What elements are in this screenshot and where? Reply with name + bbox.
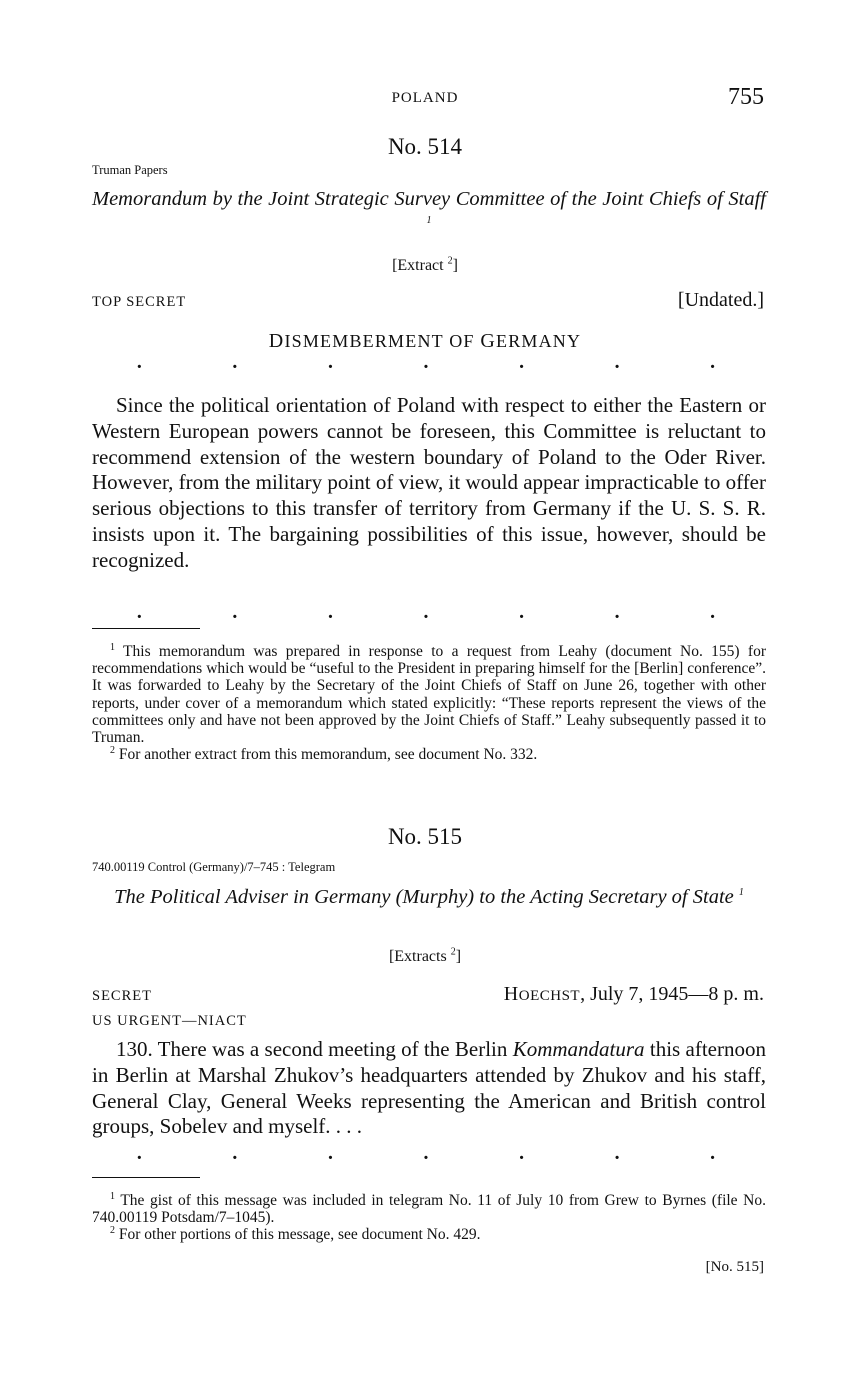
body-paragraph-514: Since the political orientation of Poland with respect to either the Eastern or Western European powers cannot be foreseen, this Committee is reluctant to recommend extension of the western boundary of Poland to the Oder River. However, from the military point of view, it would appear impracticable to offer serious objections to this transfer of territory from Germany if the U. S. S. R. insists upon it. The bargaining possibilities of this issue, however, should be recognized. bbox=[92, 393, 766, 572]
body-suffix: this afternoon in Berlin at Marshal Zhukov’s headquarters attended by Zhukov and his staff, General Clay, General Weeks representing the American and British control groups, Sobelev and myself. . . . bbox=[92, 1037, 766, 1139]
footnotes-515 bbox=[92, 1192, 766, 1244]
ellipsis-row: · · · · · · · bbox=[136, 606, 716, 628]
footnote-rule bbox=[92, 628, 200, 629]
source-note-515: 740.00119 Control (Germany)/7–745 : Telegram bbox=[92, 860, 336, 874]
priority-515: US URGENT—NIACT bbox=[92, 1013, 247, 1029]
extract-close: ] bbox=[455, 948, 462, 965]
footnote-mark: 1 bbox=[110, 641, 115, 653]
footnote-2 bbox=[92, 1226, 766, 1243]
footnote-1 bbox=[92, 1192, 766, 1226]
extract-text: [Extract bbox=[392, 257, 444, 274]
ellipsis-row: · · · · · · · bbox=[136, 356, 716, 378]
footnote-text: The gist of this message was included in telegram No. 11 of July 10 from Grew to Byrnes (file No. 740.00119 Potsdam/7–1045). bbox=[92, 1192, 766, 1227]
extract-label-514 bbox=[0, 257, 850, 275]
date-514: [Undated.] bbox=[677, 289, 764, 311]
subject-heading bbox=[0, 330, 850, 353]
classification-515: SECRET bbox=[92, 988, 152, 1004]
classification-514: TOP SECRET bbox=[92, 294, 187, 310]
place-date-515 bbox=[504, 983, 764, 1006]
subject-rest-2: ERMANY bbox=[496, 331, 582, 351]
footnotes-514 bbox=[92, 643, 766, 763]
footnote-ref-1: 1 bbox=[426, 215, 432, 227]
source-note-514: Truman Papers bbox=[92, 163, 168, 177]
document-end-reference: [No. 515] bbox=[705, 1259, 764, 1275]
extract-text: [Extracts bbox=[388, 948, 447, 965]
subject-cap-2: G bbox=[480, 330, 496, 352]
body-italic: Kommandatura bbox=[512, 1037, 645, 1061]
title-text: The Political Adviser in Germany (Murphy) to the Acting Secretary of State bbox=[114, 886, 734, 908]
footnote-text: This memorandum was prepared in response to a request from Leahy (document No. 155) for recommendations which would be “useful to the President in preparing himself for the [Berlin] conference”. It was forwarded to Leahy by the Secretary of the Joint Chiefs of Staff on June 26, together with other reports, under cover of a memorandum which stated explicitly: “These reports represent the views of the committees only and have not been approved by the Joint Chiefs of Staff.” Leahy subsequently passed it to Truman. bbox=[92, 643, 766, 747]
subject-cap-1: D bbox=[268, 330, 285, 352]
footnote-text: For other portions of this message, see document No. 429. bbox=[118, 1226, 481, 1244]
footnote-1 bbox=[92, 643, 766, 746]
place-rest: OECHST bbox=[518, 988, 581, 1004]
footnote-mark: 2 bbox=[110, 745, 115, 757]
footnote-mark: 1 bbox=[110, 1190, 115, 1202]
footnote-rule bbox=[92, 1177, 200, 1178]
extract-close: ] bbox=[452, 257, 458, 274]
document-title-515 bbox=[92, 884, 766, 910]
footnote-ref-2: 2 bbox=[447, 255, 453, 267]
footnote-text: For another extract from this memorandum, see document No. 332. bbox=[118, 746, 538, 764]
footnote-ref-2: 2 bbox=[450, 946, 456, 958]
subject-rest-1: ISMEMBERMENT OF bbox=[284, 331, 475, 351]
place-cap: H bbox=[503, 983, 519, 1005]
ellipsis-row: · · · · · · · bbox=[136, 1147, 716, 1169]
footnote-2 bbox=[92, 746, 766, 763]
date-text: , July 7, 1945—8 p. m. bbox=[580, 983, 764, 1005]
footnote-mark: 2 bbox=[110, 1225, 115, 1237]
document-number-514: No. 514 bbox=[387, 134, 463, 159]
body-paragraph-515 bbox=[92, 1037, 766, 1140]
document-title-514 bbox=[92, 186, 766, 238]
body-prefix: 130. There was a second meeting of the Berlin bbox=[116, 1037, 508, 1061]
footnote-ref-1: 1 bbox=[738, 887, 744, 899]
running-head: POLAND bbox=[391, 90, 459, 106]
document-number-515: No. 515 bbox=[387, 824, 463, 849]
extract-label-515 bbox=[0, 948, 850, 966]
title-text: Memorandum by the Joint Strategic Survey Committee of the Joint Chiefs of Staff bbox=[92, 188, 766, 210]
page-number: 755 bbox=[728, 84, 764, 110]
